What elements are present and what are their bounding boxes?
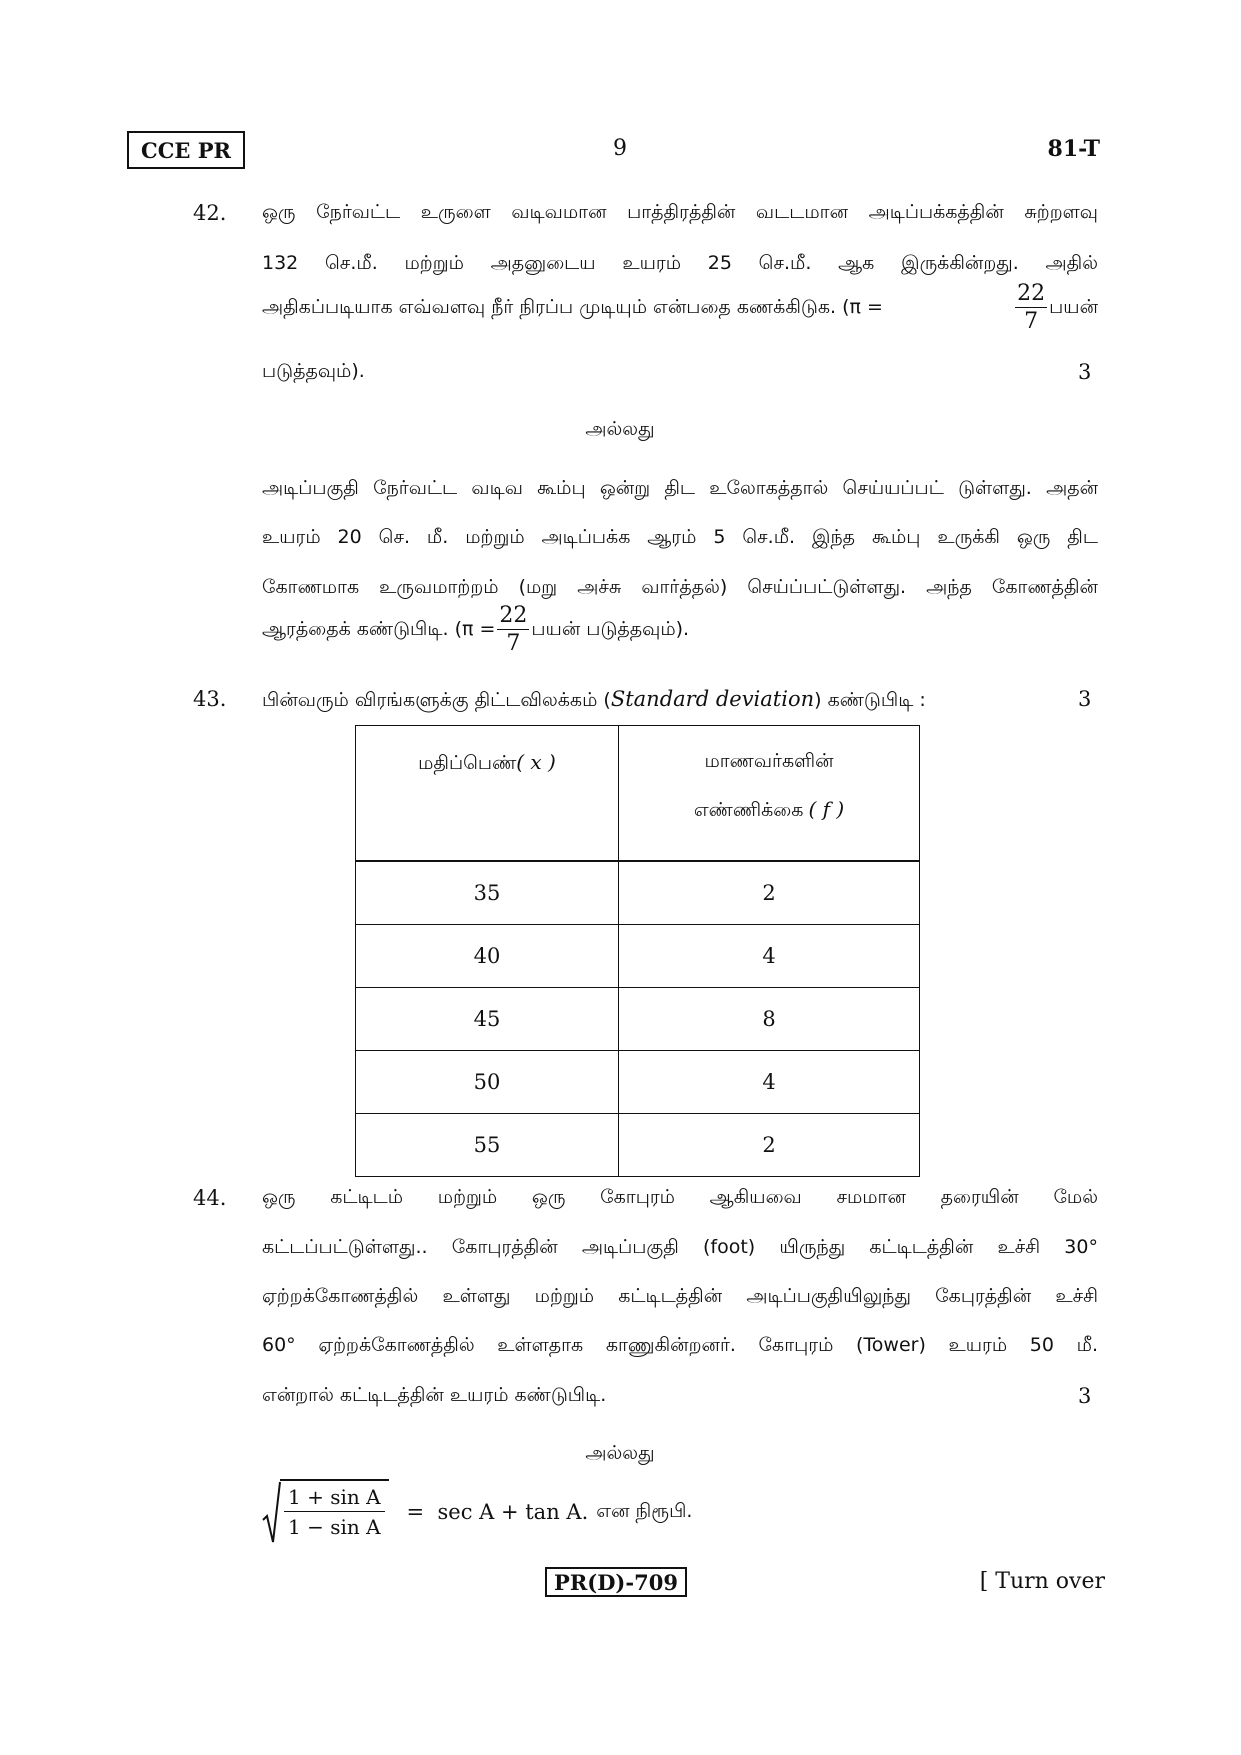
column-header-students (619, 726, 920, 862)
identity-rhs: = sec A + tan A. (406, 1500, 589, 1524)
table-row (356, 861, 920, 925)
q44-marks: 3 (1078, 1384, 1092, 1408)
column-header-students-label: எண்ணிக்கை (693, 799, 804, 821)
q42-line-3-tail: பயன் (1049, 295, 1098, 318)
table-header-row (356, 726, 920, 862)
pi-fraction (1015, 283, 1047, 333)
q44-line-1: ஒரு கட்டிடம் மற்றும் ஒரு கோபுரம் ஆகியவை சமமான தரையின் மேல் (262, 1186, 1098, 1208)
q44-line-5: என்றால் கட்டிடத்தின் உயரம் கண்டுபிடி. (262, 1384, 607, 1406)
cell-x: 55 (356, 1114, 619, 1177)
q42-alt-line-4-text: ஆரத்தைக் கண்டுபிடி. (π = (262, 617, 496, 640)
q44-line-2: கட்டப்பட்டுள்ளது.. கோபுரத்தின் அடிப்பகுதி (foot) யிருந்து கட்டிடத்தின் உச்சி 30° (262, 1236, 1098, 1258)
q42-alt-line-2: உயரம் 20 செ. மீ. மற்றும் அடிப்பக்க ஆரம் 5 செ.மீ. இந்த கூம்பு உருக்கி ஒரு திட (262, 526, 1098, 548)
cell-f: 4 (619, 925, 920, 988)
q42-line-1: ஒரு நேர்வட்ட உருளை வடிவமான பாத்திரத்தின் வடடமான அடிப்பக்கத்தின் சுற்றளவு (262, 201, 1098, 223)
cell-x: 45 (356, 988, 619, 1051)
q43-marks: 3 (1078, 687, 1092, 711)
identity-instruction: என நிரூபி. (596, 1499, 693, 1522)
column-header-students-line-1: மாணவர்களின் (704, 750, 834, 772)
cell-f: 4 (619, 1051, 920, 1114)
table-row (356, 1051, 920, 1114)
q42-alt-line-3: கோணமாக உருவமாற்றம் (மறு அச்சு வார்த்தல்) செய்ப்பட்டுள்ளது. அந்த கோணத்தின் (262, 576, 1098, 598)
table-row (356, 988, 920, 1051)
q43-text-english: Standard deviation (610, 687, 815, 711)
fraction-numerator: 22 (499, 603, 528, 628)
q42-line-3-text: அதிகப்படியாக எவ்வளவு நீர் நிரப்ப முடியும் என்பதை கணக்கிடுக. (π = (262, 295, 883, 318)
q44-line-3: ஏற்றக்கோணத்தில் உள்ளது மற்றும் கட்டிடத்தின் அடிப்பகுதியிலுந்து கேபுரத்தின் உச்சி (262, 1285, 1098, 1307)
turn-over-note: [ Turn over (979, 1569, 1105, 1594)
cell-f: 2 (619, 1114, 920, 1177)
frequency-table (355, 725, 920, 1177)
q42-alt-line-1: அடிப்பகுதி நேர்வட்ட வடிவ கூம்பு ஒன்று திட உலோகத்தால் செய்யப்பட் டுள்ளது. அதன் (262, 477, 1098, 499)
cell-f: 8 (619, 988, 920, 1051)
cell-x: 40 (356, 925, 619, 988)
cell-x: 50 (356, 1051, 619, 1114)
column-header-students-var: ( f ) (808, 797, 845, 821)
q42-line-4: படுத்தவும்). (262, 360, 365, 382)
question-number-42: 42. (193, 201, 227, 225)
column-header-marks-label: மதிப்பெண் (418, 752, 517, 774)
pi-fraction-alt (497, 605, 529, 655)
q42-marks: 3 (1078, 360, 1092, 384)
table-row (356, 1114, 920, 1177)
q44-line-4: 60° ஏற்றக்கோணத்தில் உள்ளதாக காணுகின்றனர். கோபுரம் (Tower) உயரம் 50 மீ. (262, 1334, 1098, 1356)
square-root-sign (262, 1480, 282, 1544)
identity-denominator: 1 − sin A (288, 1515, 381, 1539)
q42-line-3 (262, 283, 1098, 333)
trig-identity (262, 1480, 692, 1544)
cell-x: 35 (356, 861, 619, 925)
q43-text-pre: பின்வரும் விரங்களுக்கு திட்டவிலக்கம் ( (262, 689, 611, 711)
identity-numerator: 1 + sin A (284, 1485, 385, 1512)
question-number-44: 44. (193, 1186, 227, 1210)
fraction-numerator: 22 (1017, 281, 1046, 306)
table-row (356, 925, 920, 988)
q43-text (262, 687, 926, 714)
q42-alt-line-4-tail: பயன் படுத்தவும்). (531, 617, 690, 640)
fraction-denominator: 7 (506, 631, 521, 656)
footer-code-box: PR(D)-709 (545, 1567, 687, 1597)
q42-line-2: 132 செ.மீ. மற்றும் அதனுடைய உயரம் 25 செ.மீ. ஆக இருக்கின்றது. அதில் (262, 252, 1098, 274)
q43-text-post: ) கண்டுபிடி : (814, 689, 926, 711)
fraction-denominator: 7 (1024, 309, 1039, 334)
question-number-43: 43. (193, 687, 227, 711)
column-header-students-line-2 (619, 797, 919, 824)
or-separator-1: அல்லது (585, 418, 655, 440)
column-header-marks (356, 726, 619, 862)
cell-f: 2 (619, 861, 920, 925)
radicand-fraction (284, 1485, 385, 1539)
radicand (280, 1479, 389, 1539)
page-number: 9 (613, 136, 627, 161)
paper-code: 81-T (1047, 136, 1100, 162)
or-separator-2: அல்லது (585, 1442, 655, 1464)
header-code-box: CCE PR (127, 131, 245, 169)
q42-alt-line-4 (262, 605, 689, 655)
column-header-marks-var: ( x ) (516, 750, 556, 774)
